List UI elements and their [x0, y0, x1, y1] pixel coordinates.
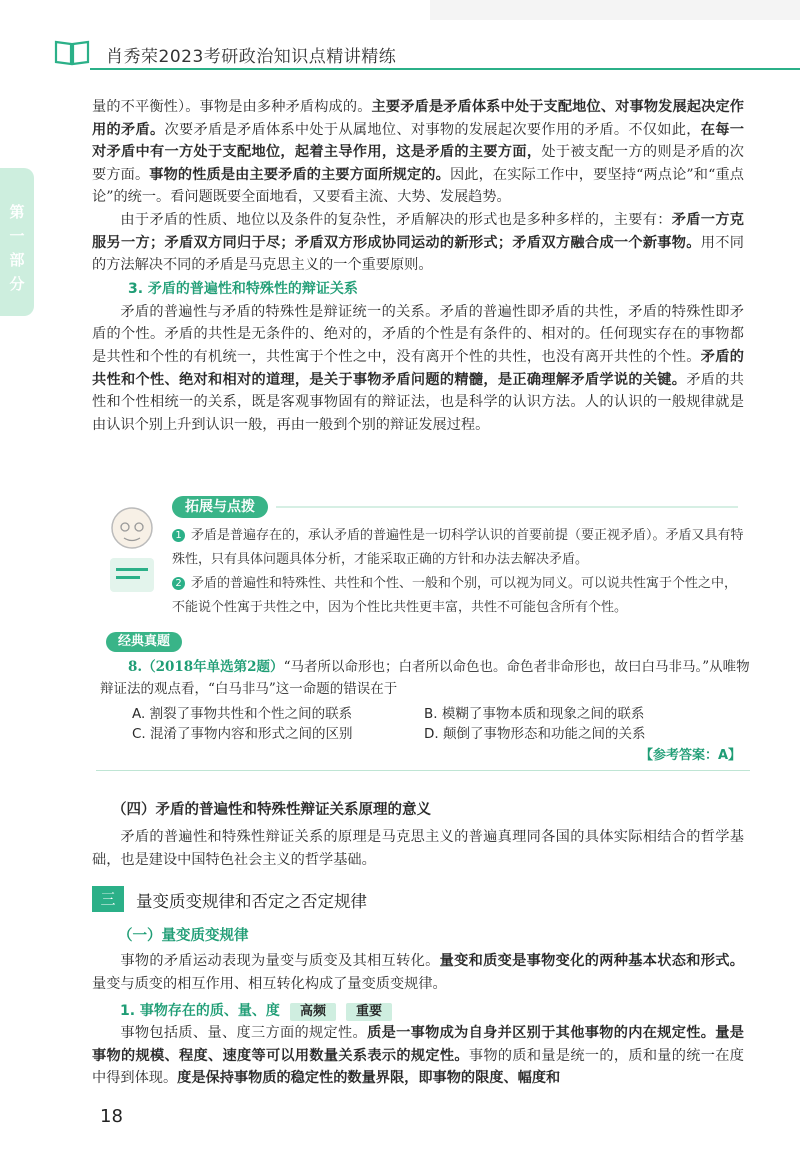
book-icon	[54, 38, 90, 66]
divider	[96, 770, 750, 771]
sub-one-text	[92, 950, 744, 995]
bold-phrase: 矛盾的共性和个性、绝对和相对的道理，是关于事物矛盾问题的精髓，是正确理解矛盾学说的关键。	[92, 348, 744, 388]
scan-top-edge	[0, 0, 800, 20]
reference-answer: 【参考答案：A】	[640, 748, 742, 763]
exam-question: 8.（2018年单选第2题）“马者所以命形也；白者所以命色也。命色者非命形也，故曰白马非马。”从唯物辩证法的观点看，“白马非马”这一命题的错误在于	[100, 659, 750, 697]
section-four-text	[92, 826, 744, 871]
expand-tips-text	[172, 524, 748, 620]
chapter-heading	[92, 886, 752, 912]
option-b: B. 模糊了事物本质和现象之间的联系	[424, 706, 645, 722]
question-number: 8.（2018年单选第2题）	[128, 659, 284, 675]
teacher-avatar-icon	[102, 500, 162, 600]
paragraph: 事物包括质、量、度三方面的规定性。质是一事物成为自身并区别于其他事物的内在规定性。量是事物的规模、程度、速度等可以用数量关系表示的规定性。事物的质和量是统一的，质和量的统一在度中得到体现。度是保持事物质的稳定性的数量界限，即事物的限度、幅度和	[92, 1025, 744, 1087]
tag-high-frequency: 高频	[290, 1003, 336, 1021]
paragraph: 由于矛盾的性质、地位以及条件的复杂性，矛盾解决的形式也是多种多样的，主要有：矛盾一方克服另一方；矛盾双方同归于尽；矛盾双方形成协同运动的新形式；矛盾双方融合成一个新事物。用不同的方法解决不同的矛盾是马克思主义的一个重要原则。	[92, 211, 744, 274]
paragraph: 矛盾的普遍性和特殊性辩证关系的原理是马克思主义的普遍真理同各国的具体实际相结合的哲学基础，也是建设中国特色社会主义的哲学基础。	[92, 829, 744, 868]
bold-phrase: 矛盾一方克服另一方；矛盾双方同归于尽；矛盾双方形成协同运动的新形式；矛盾双方融合成一个新事物。	[92, 211, 744, 251]
option-d: D. 颠倒了事物形态和功能之间的关系	[424, 726, 646, 742]
expand-tips-rule	[276, 506, 738, 508]
expand-tip-item: 1 矛盾是普遍存在的，承认矛盾的普遍性是一切科学认识的首要前提（要正视矛盾）。矛盾又具有特殊性，只有具体问题具体分析，才能采取正确的方针和办法去解决矛盾。	[172, 528, 744, 567]
subsection-heading: （一）量变质变规律	[118, 927, 249, 944]
expand-tips-box	[100, 494, 750, 614]
header-title: 肖秀荣2023考研政治知识点精讲精练	[106, 47, 397, 67]
part-side-tab	[0, 168, 34, 316]
tag-important: 重要	[346, 1003, 392, 1021]
bold-phrase: 度是保持事物质的稳定性的数量界限，即事物的限度、幅度和	[177, 1070, 561, 1087]
page-header	[40, 38, 760, 72]
expand-tips-label: 拓展与点拨	[172, 496, 268, 518]
option-a: A. 割裂了事物共性和个性之间的联系	[132, 706, 353, 722]
chapter-number: 三	[92, 886, 124, 912]
header-rule	[90, 68, 800, 70]
option-c: C. 混淆了事物内容和形式之间的区别	[132, 726, 353, 742]
section-heading: （四）矛盾的普遍性和特殊性辩证关系原理的意义	[112, 801, 431, 818]
number-badge: 2	[172, 577, 185, 590]
paragraph: 矛盾的普遍性与矛盾的特殊性是辩证统一的关系。矛盾的普遍性即矛盾的共性，矛盾的特殊性即矛盾的个性。矛盾的共性是无条件的、绝对的，矛盾的个性是有条件的、相对的。任何现实存在的事物都是共性和个性的有机统一，共性寓于个性之中，没有离开个性的共性，也没有离开共性的个性。矛盾的共性和个性、绝对和相对的道理，是关于事物矛盾问题的精髓，是正确理解矛盾学说的关键。矛盾的共性和个性相统一的关系，既是客观事物固有的辩证法，也是科学的认识方法。人的认识的一般规律就是由认识个别上升到认识一般，再由一般到个别的辩证发展过程。	[92, 303, 744, 433]
number-badge: 1	[172, 529, 185, 542]
bold-phrase: 在每一对矛盾中有一方处于支配地位，起着主导作用，这是矛盾的主要方面，	[92, 121, 744, 161]
page-number: 18	[100, 1106, 123, 1127]
intro-text	[92, 96, 744, 436]
paragraph: 量的不平衡性）。事物是由多种矛盾构成的。主要矛盾是矛盾体系中处于支配地位、对事物发展起决定作用的矛盾。次要矛盾是矛盾体系中处于从属地位、对事物的发展起次要作用的矛盾。不仅如此，在每一对矛盾中有一方处于支配地位，起着主导作用，这是矛盾的主要方面，处于被支配一方的则是矛盾的次要方面。事物的性质是由主要矛盾的主要方面所规定的。因此，在实际工作中，要坚持“两点论”和“重点论”的统一。看问题既要全面地看，又要看主流、大势、发展趋势。	[92, 99, 744, 206]
item-heading: 1. 事物存在的质、量、度 高频 重要	[120, 1000, 392, 1021]
expand-tip-item: 2 矛盾的普遍性和特殊性、共性和个性、一般和个别，可以视为同义。可以说共性寓于个性之中，不能说个性寓于共性之中，因为个性比共性更丰富，共性不可能包含所有个性。	[172, 576, 738, 615]
subsection-heading: 3. 矛盾的普遍性和特殊性的辩证关系	[128, 280, 358, 297]
chapter-title: 量变质变规律和否定之否定规律	[136, 892, 367, 911]
item-one-text	[92, 1022, 744, 1090]
bold-phrase: 主要矛盾是矛盾体系中处于支配地位、对事物发展起决定作用的矛盾。	[92, 99, 744, 138]
bold-phrase: 量变和质变是事物变化的两种基本状态和形式。	[439, 953, 744, 969]
bold-phrase: 事物的性质是由主要矛盾的主要方面所规定的。	[149, 166, 450, 183]
paragraph: 事物的矛盾运动表现为量变与质变及其相互转化。量变和质变是事物变化的两种基本状态和形式。量变与质变的相互作用、相互转化构成了量变质变规律。	[92, 953, 744, 992]
bold-phrase: 质是一事物成为自身并区别于其他事物的内在规定性。量是事物的规模、程度、速度等可以用数量关系表示的规定性。	[92, 1025, 744, 1064]
classic-exam-label: 经典真题	[106, 632, 182, 652]
part-side-tab-label: 第一部分	[9, 203, 25, 293]
